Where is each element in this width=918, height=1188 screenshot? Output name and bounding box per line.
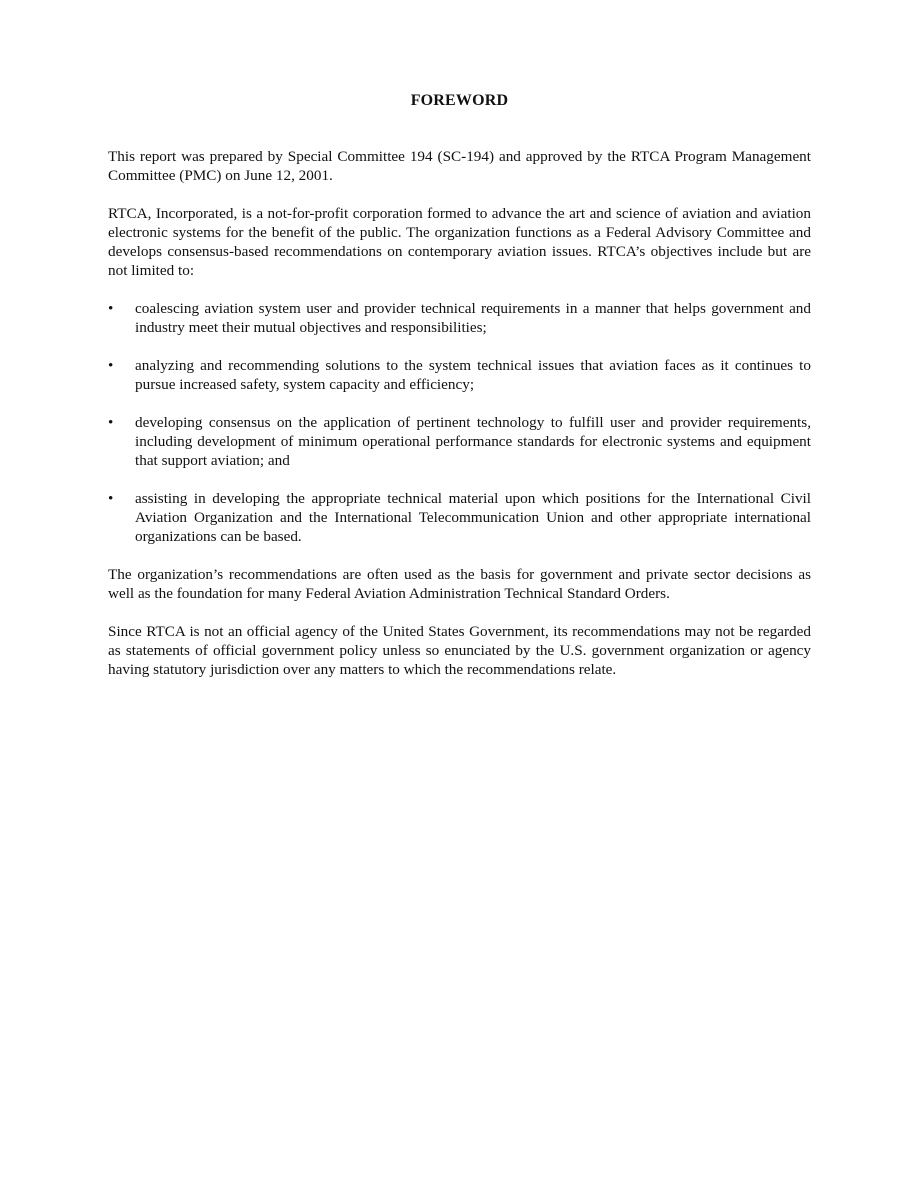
document-page bbox=[108, 91, 811, 698]
paragraph-disclaimer: Since RTCA is not an official agency of the United States Government, its recommendations may not be regarded as statements of official government policy unless so enunciated by the U.S. government organization or agency having statutory jurisdiction over any matters to which the recommendations relate. bbox=[108, 623, 811, 678]
list-item bbox=[108, 299, 811, 337]
bullet-icon: • bbox=[108, 490, 114, 507]
paragraph-recommendations-use: The organization’s recommendations are often used as the basis for government and private sector decisions as well as the foundation for many Federal Aviation Administration Technical Standard Orders. bbox=[108, 566, 811, 602]
bullet-icon: • bbox=[108, 414, 114, 431]
bullet-icon: • bbox=[108, 357, 114, 374]
bullet-icon: • bbox=[108, 300, 114, 317]
list-item bbox=[108, 413, 811, 470]
list-item-text: coalescing aviation system user and provider technical requirements in a manner that helps government and industry meet their mutual objectives and responsibilities; bbox=[135, 300, 811, 336]
paragraph-preparation: This report was prepared by Special Committee 194 (SC-194) and approved by the RTCA Program Management Committee (PMC) on June 12, 2001. bbox=[108, 148, 811, 184]
list-item-text: assisting in developing the appropriate technical material upon which positions for the International Civil Aviation Organization and the International Telecommunication Union and other appropriate international organizations can be based. bbox=[135, 490, 811, 545]
list-item-text: analyzing and recommending solutions to the system technical issues that aviation faces as it continues to pursue increased safety, system capacity and efficiency; bbox=[135, 357, 811, 393]
list-item bbox=[108, 489, 811, 546]
list-item-text: developing consensus on the application of pertinent technology to fulfill user and provider requirements, including development of minimum operational performance standards for electronic systems and equipment that support aviation; and bbox=[135, 414, 811, 469]
paragraph-rtca-description: RTCA, Incorporated, is a not-for-profit corporation formed to advance the art and science of aviation and aviation electronic systems for the benefit of the public. The organization functions as a Federal Advisory Committee and develops consensus-based recommendations on contemporary aviation issues. RTCA’s objectives include but are not limited to: bbox=[108, 205, 811, 279]
page-title: FOREWORD bbox=[410, 92, 509, 109]
list-item bbox=[108, 356, 811, 394]
objectives-list bbox=[108, 299, 811, 546]
